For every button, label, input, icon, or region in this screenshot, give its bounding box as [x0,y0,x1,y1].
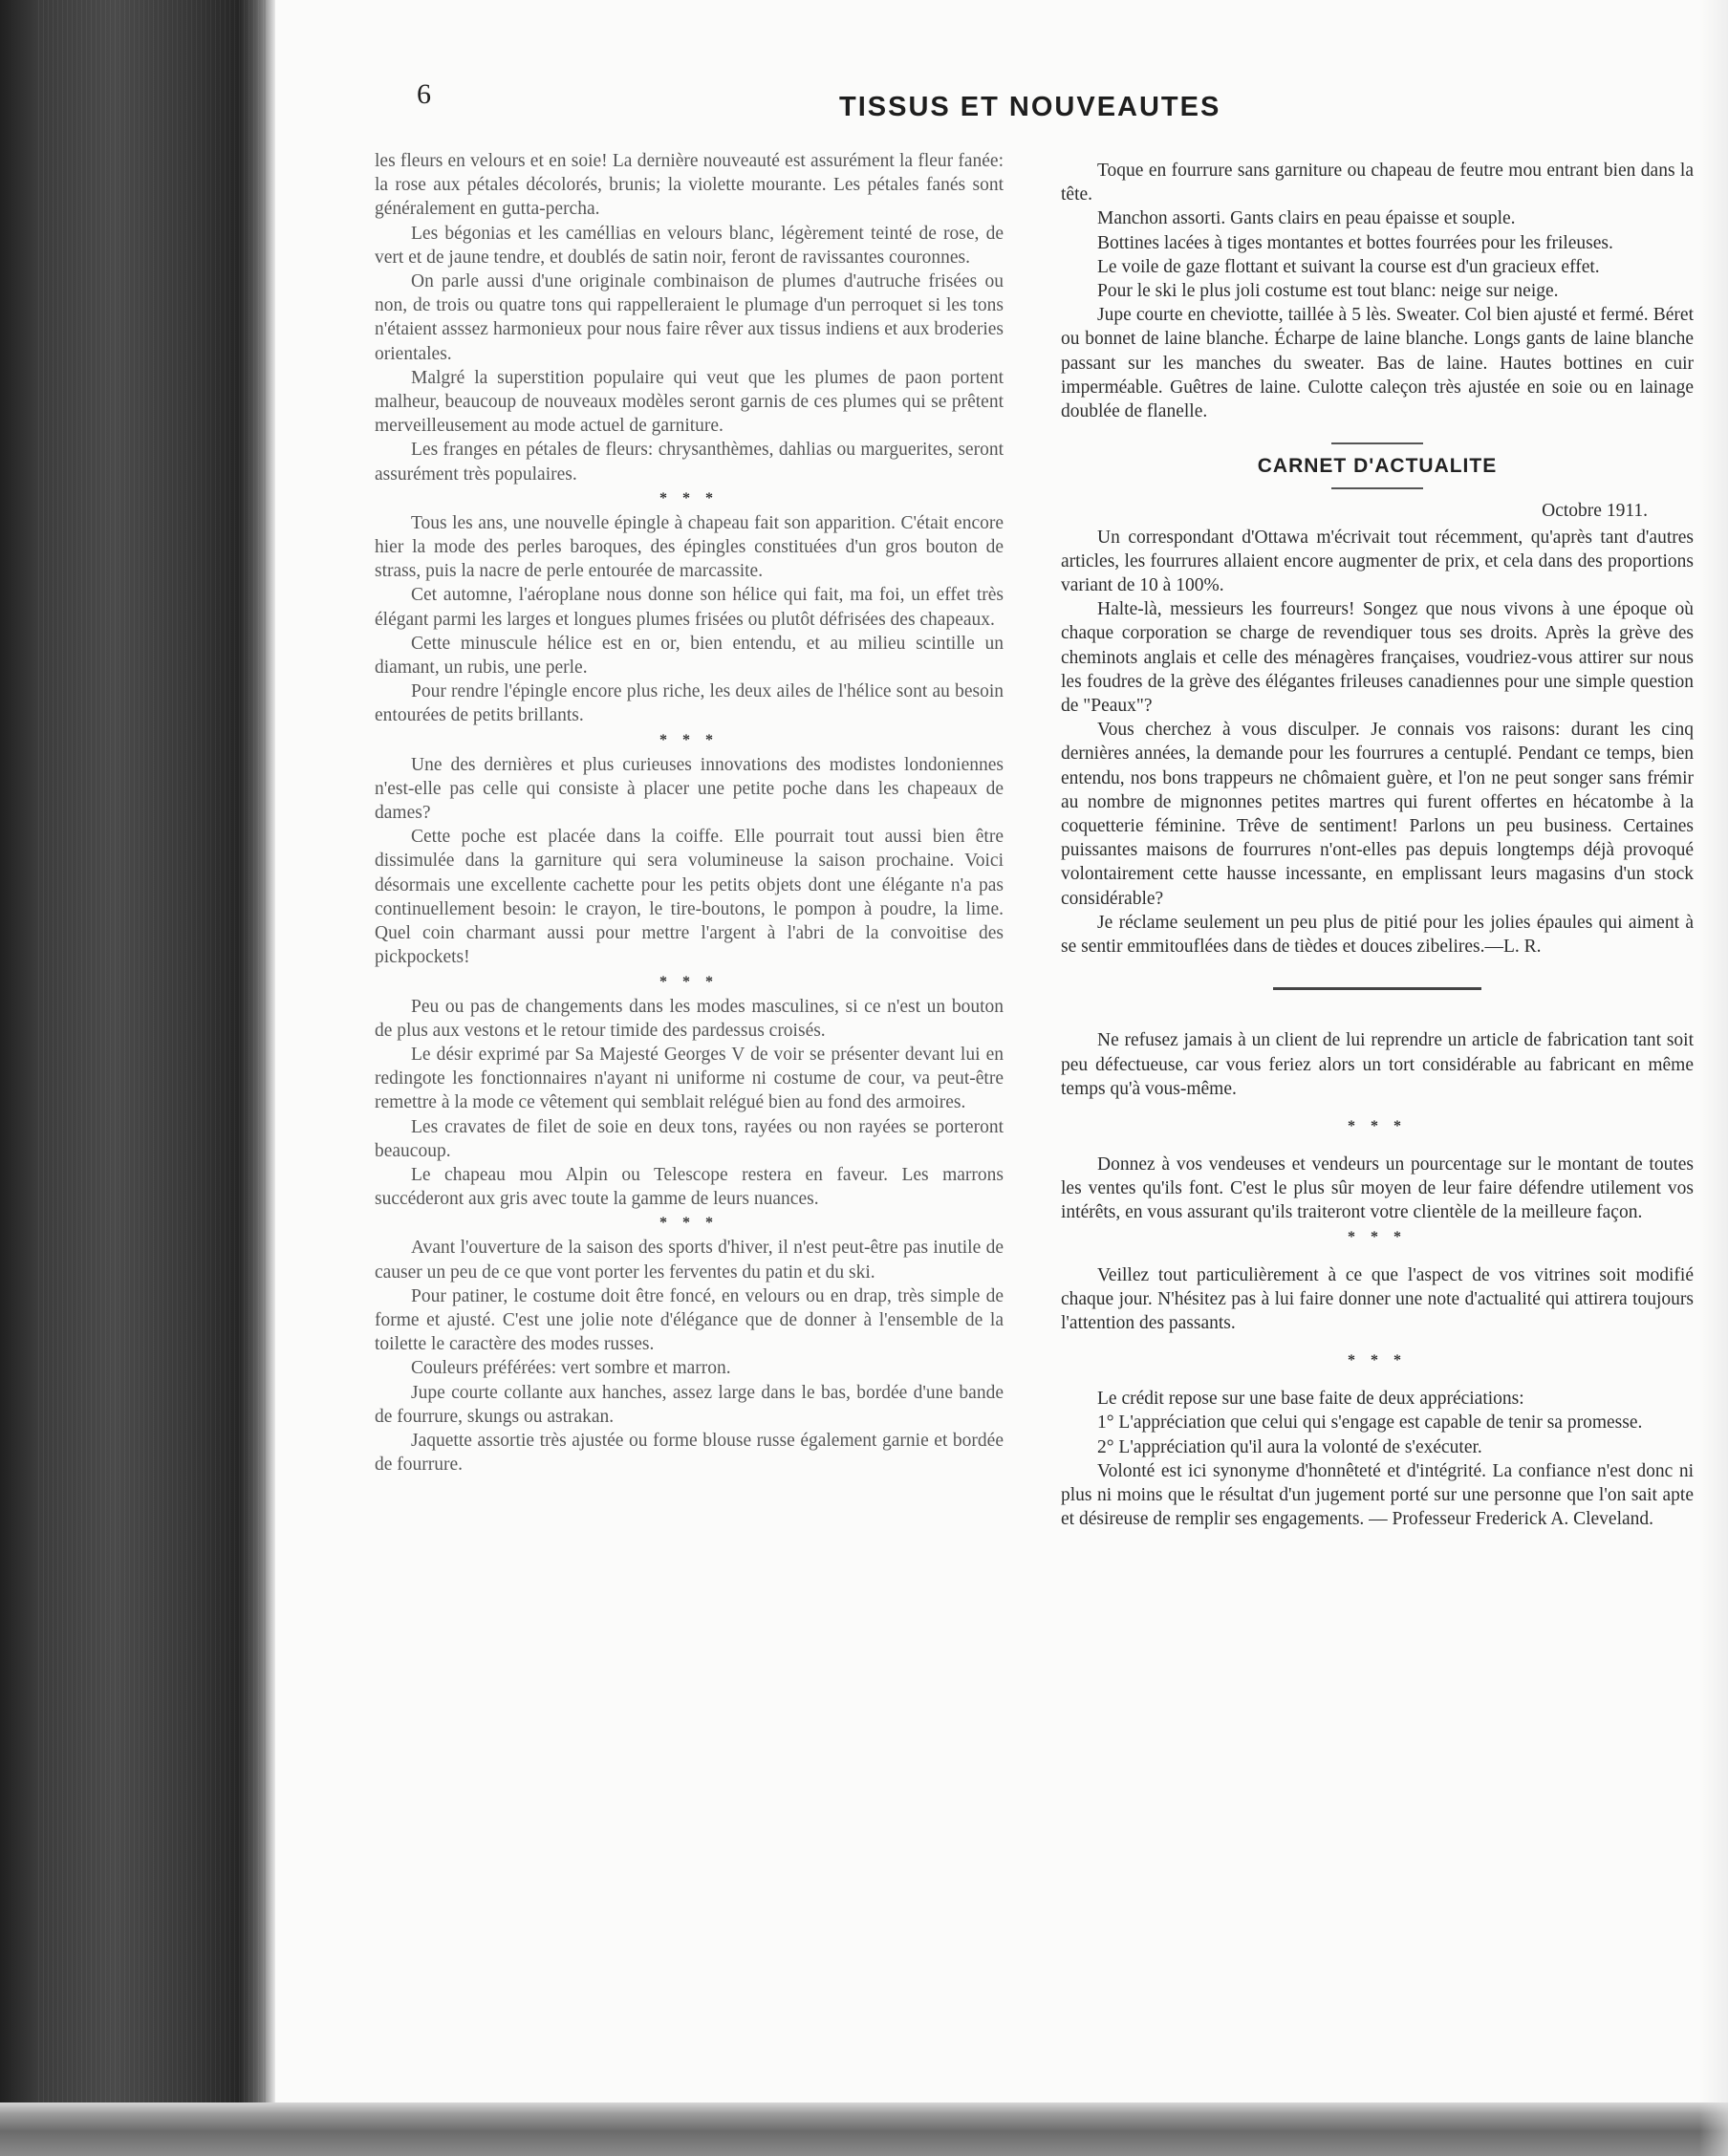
page-gutter [266,0,275,2156]
paragraph: Couleurs préférées: vert sombre et marron. [411,1358,731,1379]
right-column [1061,159,1694,1531]
paragraph: Volonté est ici synonyme d'honnêteté et d'intégrité. La confiance n'est donc ni plus ni moins que le résultat d'un jugement porté sur une personne que l'on sait apte et désireuse de remplir ses engagements. — Professeur Frederick A. Cleveland. [1061,1460,1694,1530]
paragraph: Jupe courte collante aux hanches, assez large dans le bas, bordée d'une bande de fourrure, skungs ou astrakan. [375,1382,1004,1427]
page-right-margin [1699,0,1728,2156]
divider [1331,487,1423,489]
paragraph: Cet automne, l'aéroplane nous donne son hélice qui fait, ma foi, un effet très élégant parmi les larges et longues plumes frisées ou plutôt défrisées des chapeaux. [375,585,1004,630]
paragraph: Le voile de gaze flottant et suivant la course est d'un gracieux effet. [1097,256,1600,277]
paragraph: 1° L'appréciation que celui qui s'engage est capable de tenir sa promesse. [1097,1412,1643,1434]
paragraph: Malgré la superstition populaire qui veut que les plumes de paon portent malheur, beaucoup de nouveaux modèles seront garnis de ces plumes qui se prêtent merveilleusement au mode actuel de garniture. [375,367,1004,437]
paragraph: Jaquette assortie très ajustée ou forme blouse russe également garnie et bordée de fourrure. [375,1430,1004,1476]
paragraph: Pour patiner, le costume doit être foncé, en velours ou en drap, très simple de forme et ajusté. C'est une jolie note d'élégance que de donner à l'ensemble de la toilette le caractère des modes russes. [375,1285,1004,1355]
paragraph: Peu ou pas de changements dans les modes masculines, si ce n'est un bouton de plus aux vestons et le retour timide des pardessus croisés. [375,996,1004,1041]
paragraph: Le crédit repose sur une base faite de deux appréciations: [1097,1389,1524,1410]
paragraph: Le désir exprimé par Sa Majesté Georges V de voir se présenter devant lui en redingote les fonctionnaires n'ayant ni uniforme ni costume de cour, va peut-être remettre à la mode ce vêtement qui semblait relégué bien au fond des armoires. [375,1044,1004,1113]
section-title: CARNET D'ACTUALITE [1257,455,1498,478]
paragraph: Jupe courte en cheviotte, taillée à 5 lès. Sweater. Col bien ajusté et fermé. Béret ou bonnet de laine blanche. Écharpe de laine blanche. Longs gants de laine blanche passant sur les manches du sweater. Bas de laine. Hautes bottines en cuir imperméable. Guêtres de laine. Culotte caleçon très ajustée en soie ou en lainage doublée de flanelle. [1061,305,1694,422]
paragraph: Les bégonias et les caméllias en velours blanc, légèrement teinté de rose, de vert et de jaune tendre, et doublés de satin noir, feront de ravissantes couronnes. [375,223,1004,268]
page-bottom-edge [0,2102,1728,2156]
paragraph: Un correspondant d'Ottawa m'écrivait tout récemment, qu'après tant d'autres articles, les fourrures allaient encore augmenter de prix, et cela dans des proportions variant de 10 à 100%. [1061,527,1694,596]
running-title: TISSUS ET NOUVEAUTES [839,92,1221,122]
section-separator: * * * [1348,1117,1407,1134]
paragraph: les fleurs en velours et en soie! La dernière nouveauté est assurément la fleur fanée: la rose aux pétales décolorés, brunis; la violette mourante. Les pétales fanés sont généralement en gutta-percha. [375,151,1004,220]
paragraph: Les franges en pétales de fleurs: chrysanthèmes, dahlias ou marguerites, seront assurément très populaires. [375,440,1004,485]
paragraph: Donnez à vos vendeuses et vendeurs un pourcentage sur le montant de toutes les ventes qu'ils font. C'est le plus sûr moyen de leur faire défendre utilement vos intérêts, en vous assurant qu'ils traiteront votre clientèle de la meilleure façon. [1061,1153,1694,1223]
section-separator: * * * [659,973,719,990]
paragraph: Toque en fourrure sans garniture ou chapeau de feutre mou entrant bien dans la tête. [1061,161,1694,205]
paragraph: Les cravates de filet de soie en deux tons, rayées ou non rayées se porteront beaucoup. [375,1116,1004,1161]
paragraph: Je réclame seulement un peu plus de pitié pour les jolies épaules qui aiment à se sentir emmitouflées dans de tièdes et douces zibelires.—L. R. [1061,912,1694,958]
divider [1273,987,1481,990]
section-separator: * * * [1348,1228,1407,1245]
section-separator: * * * [659,489,719,507]
page-number: 6 [417,78,431,110]
left-column [375,149,1004,1477]
paragraph: Halte-là, messieurs les fourreurs! Songez que nous vivons à une époque où chaque corporation se charge de revendiquer tous ses droits. Après la grève des cheminots anglais et celle des ménagères françaises, voudriez-vous attirer sur nous les foudres de la grève des élégantes frileuses canadiennes pour une simple question de "Peaux"? [1061,599,1694,717]
paragraph: Cette minuscule hélice est en or, bien entendu, et au milieu scintille un diamant, un rubis, une perle. [375,633,1004,679]
page-stack-edges [38,0,264,2156]
paragraph: Manchon assorti. Gants clairs en peau épaisse et souple. [1097,208,1516,229]
paragraph: Avant l'ouverture de la saison des sports d'hiver, il n'est peut-être pas inutile de causer un peu de ce que vont porter les ferventes du patin et du ski. [375,1238,1004,1283]
paragraph: Une des dernières et plus curieuses innovations des modistes londoniennes n'est-elle pas celle qui consiste à placer une petite poche dans les chapeaux de dames? [375,754,1004,824]
paragraph: Pour rendre l'épingle encore plus riche, les deux ailes de l'hélice sont au besoin entourées de petits brillants. [375,681,1004,726]
paragraph: Bottines lacées à tiges montantes et bottes fourrées pour les frileuses. [1097,232,1613,253]
paragraph: Pour le ski le plus joli costume est tout blanc: neige sur neige. [1097,281,1559,302]
paragraph: Vous cherchez à vous disculper. Je connais vos raisons: durant les cinq dernières années, la demande pour les fourrures a centuplé. Pendant ce temps, bien entendu, nos bons trappeurs ne chômaient guère, et l'on ne peut songer sans frémir au nombre de mignonnes petites martres qui furent offertes en hécatombe à la coquetterie féminine. Trêve de sentiment! Parlons un peu business. Certaines puissantes maisons de fourrures n'ont-elles pas depuis longtemps déjà provoqué volontairement cette hausse incessante, en emplissant leurs magasins d'un stock considérable? [1061,720,1694,909]
divider [1331,442,1423,444]
paragraph: Cette poche est placée dans la coiffe. Elle pourrait tout aussi bien être dissimulée dans la garniture qui sera volumineuse la saison prochaine. Voici désormais une excellente cachette pour les petits objets dont une élégante n'a pas continuellement besoin: le crayon, le tire-boutons, le pompon à poudre, la lime. Quel coin charmant aussi pour mettre l'argent à l'abri de la convoitise des pickpockets! [375,827,1004,968]
paragraph: Veillez tout particulièrement à ce que l'aspect de vos vitrines soit modifié chaque jour. N'hésitez pas à lui faire donner une note d'actualité qui attirera toujours l'attention des passants. [1061,1264,1694,1333]
paragraph: Tous les ans, une nouvelle épingle à chapeau fait son apparition. C'était encore hier la mode des perles baroques, des épingles constituées d'un gros bouton de strass, puis la nacre de perle entourée de marcassite. [375,512,1004,582]
section-separator: * * * [659,1215,719,1232]
paragraph: On parle aussi d'une originale combinaison de plumes d'autruche frisées ou non, de trois ou quatre tons qui rappelleraient le plumage d'un perroquet si les tons n'étaient asssez harmonieux pour nous faire rêver aux tissus indiens et aux broderies orientales. [375,271,1004,364]
paragraph: Ne refusez jamais à un client de lui reprendre un article de fabrication tant soit peu défectueuse, car vous feriez alors un tort considérable au fabricant en même temps qu'à vous-même. [1061,1030,1694,1099]
paragraph: 2° L'appréciation qu'il aura la volonté de s'exécuter. [1097,1436,1482,1457]
section-separator: * * * [659,731,719,748]
dateline: Octobre 1911. [1542,501,1648,522]
section-separator: * * * [1348,1352,1407,1369]
paragraph: Le chapeau mou Alpin ou Telescope restera en faveur. Les marrons succéderont aux gris avec toute la gamme de leurs nuances. [375,1164,1004,1210]
